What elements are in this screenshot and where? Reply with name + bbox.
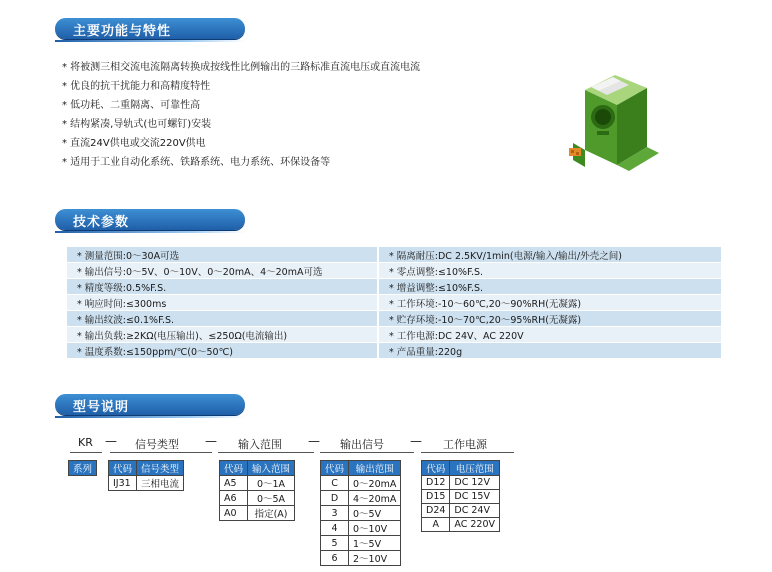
table-cell: DC 12V (450, 476, 500, 490)
params-section-header (55, 209, 245, 230)
table-cell: DC 15V (450, 490, 500, 504)
param-left: * 响应时间:≤300ms (67, 295, 377, 311)
params-row (67, 279, 721, 295)
model-power-label: 工作电源 (443, 438, 487, 451)
table-cell: 4 (321, 521, 349, 536)
table-cell: A6 (220, 491, 248, 506)
model-input-range-label: 输入范围 (238, 438, 282, 451)
transmitter-device-image (555, 55, 670, 175)
model-underline (218, 452, 314, 453)
params-row (67, 247, 721, 263)
params-row (67, 311, 721, 327)
params-table (67, 247, 721, 359)
table-row (321, 536, 401, 551)
table-cell: AC 220V (450, 518, 500, 532)
table-cell: D12 (422, 476, 450, 490)
table-cell: 3 (321, 506, 349, 521)
table-row (220, 476, 295, 491)
model-kr-label: KR (78, 436, 93, 449)
series-label: 系列 (69, 461, 97, 476)
param-left: * 输出纹波:≤0.1%F.S. (67, 311, 377, 327)
table-header-row (422, 461, 500, 476)
column-header: 电压范围 (450, 461, 500, 476)
power-table (421, 460, 500, 532)
table-row (422, 518, 500, 532)
params-row (67, 327, 721, 343)
table-cell: 0～10V (349, 521, 401, 536)
signal-type-table (108, 460, 184, 491)
params-title: 技术参数 (73, 215, 130, 230)
param-right: * 增益调整:≤10%F.S. (379, 279, 721, 295)
table-cell: D24 (422, 504, 450, 518)
table-row (422, 504, 500, 518)
table-cell: D15 (422, 490, 450, 504)
series-table (68, 460, 97, 476)
table-row (109, 476, 184, 491)
params-row (67, 295, 721, 311)
input-range-table (219, 460, 295, 521)
table-cell: D (321, 491, 349, 506)
param-left: * 温度系数:≤150ppm/℃(0～50℃) (67, 343, 377, 359)
table-row (422, 490, 500, 504)
param-right: * 隔离耐压:DC 2.5KV/1min(电源/输入/输出/外壳之间) (379, 247, 721, 263)
table-row (321, 476, 401, 491)
table-header-row (321, 461, 401, 476)
table-cell: A0 (220, 506, 248, 521)
table-row (220, 506, 295, 521)
model-underline (110, 452, 212, 453)
table-header-row (220, 461, 295, 476)
table-cell: A (422, 518, 450, 532)
features-title: 主要功能与特性 (73, 24, 172, 39)
param-left: * 输出负载:≥2KΩ(电压输出)、≤250Ω(电流输出) (67, 327, 377, 343)
table-row (220, 491, 295, 506)
table-row (321, 506, 401, 521)
param-right: * 工作电源:DC 24V、AC 220V (379, 327, 721, 343)
table-cell: 0～1A (248, 476, 295, 491)
table-row (321, 521, 401, 536)
table-cell: 0～5A (248, 491, 295, 506)
table-cell: 0～5V (349, 506, 401, 521)
model-underline (70, 452, 102, 453)
param-right: * 产品重量:220g (379, 343, 721, 359)
output-range-table (320, 460, 401, 566)
model-title: 型号说明 (73, 400, 130, 415)
table-cell: DC 24V (450, 504, 500, 518)
table-cell: 6 (321, 551, 349, 566)
table-cell: 1～5V (349, 536, 401, 551)
table-cell: 0～20mA (349, 476, 401, 491)
column-header: 输入范围 (248, 461, 295, 476)
param-left: * 测量范围:0～30A可选 (67, 247, 377, 263)
feature-item: * 适用于工业自动化系统、铁路系统、电力系统、环保设备等 (62, 157, 331, 168)
column-header: 代码 (321, 461, 349, 476)
model-signal-type-label: 信号类型 (135, 438, 179, 451)
param-left: * 输出信号:0～5V、0～10V、0～20mA、4～20mA可选 (67, 263, 377, 279)
feature-item: * 结构紧凑,导轨式(也可螺钉)安装 (62, 119, 212, 130)
table-cell: 2～10V (349, 551, 401, 566)
model-dash: — (410, 434, 422, 448)
model-dash: — (105, 434, 117, 448)
params-row (67, 343, 721, 359)
column-header: 代码 (422, 461, 450, 476)
param-right: * 工作环境:-10～60℃,20～90%RH(无凝露) (379, 295, 721, 311)
param-right: * 零点调整:≤10%F.S. (379, 263, 721, 279)
column-header: 输出范围 (349, 461, 401, 476)
features-section-header (55, 18, 245, 39)
feature-item: * 直流24V供电或交流220V供电 (62, 138, 206, 149)
table-cell: 4～20mA (349, 491, 401, 506)
param-right: * 贮存环境:-10～70℃,20～95%RH(无凝露) (379, 311, 721, 327)
table-cell: 5 (321, 536, 349, 551)
table-row (321, 551, 401, 566)
table-row (321, 491, 401, 506)
table-cell: IJ31 (109, 476, 137, 491)
feature-item: * 将被测三相交流电流隔离转换成按线性比例输出的三路标准直流电压或直流电流 (62, 62, 421, 73)
table-header-row (109, 461, 184, 476)
model-output-signal-label: 输出信号 (340, 438, 384, 451)
table-cell: A5 (220, 476, 248, 491)
table-cell: 三相电流 (137, 476, 184, 491)
table-cell: C (321, 476, 349, 491)
model-underline (320, 452, 414, 453)
param-left: * 精度等级:0.5%F.S. (67, 279, 377, 295)
model-section-header (55, 394, 245, 415)
model-dash: — (205, 434, 217, 448)
feature-item: * 优良的抗干扰能力和高精度特性 (62, 81, 211, 92)
model-dash: — (308, 434, 320, 448)
table-row (422, 476, 500, 490)
feature-item: * 低功耗、二重隔离、可靠性高 (62, 100, 201, 111)
column-header: 代码 (109, 461, 137, 476)
features-list (62, 58, 420, 172)
column-header: 代码 (220, 461, 248, 476)
params-row (67, 263, 721, 279)
table-cell: 指定(A) (248, 506, 295, 521)
column-header: 信号类型 (137, 461, 184, 476)
model-underline (421, 452, 514, 453)
